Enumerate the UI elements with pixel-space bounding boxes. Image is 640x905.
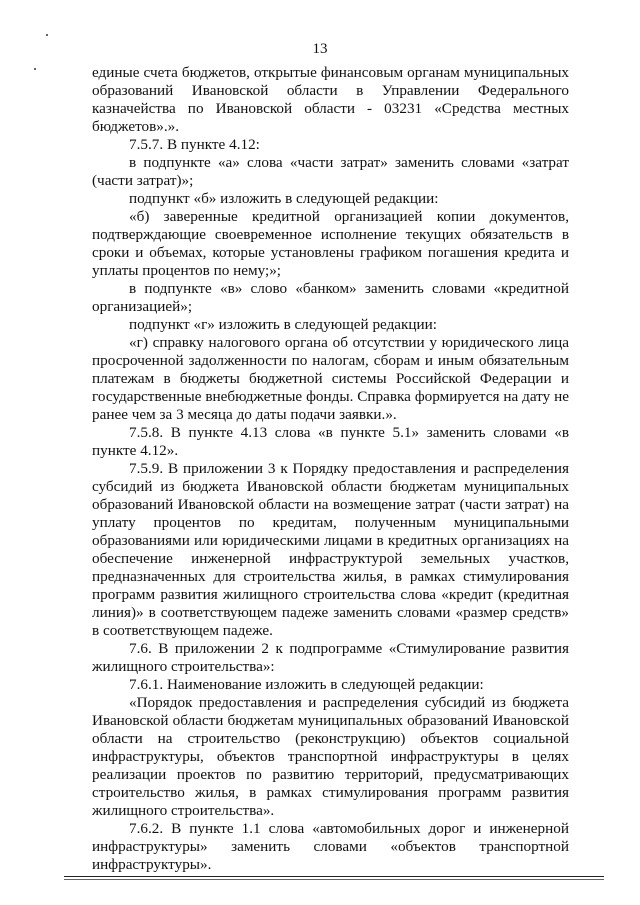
paragraph: 7.6.2. В пункте 1.1 слова «автомобильных дорог и инженерной инфраструктуры» заменить словами «объектов транспортной инфраструктуры». bbox=[92, 820, 569, 873]
paragraph: 7.5.9. В приложении 3 к Порядку предоставления и распределения субсидий из бюджета Ивановской области бюджетам муниципальных образований Ивановской области на возмещение затрат (части затрат) на уплату процентов по кредитам, полученным муниципальными образованиями или юридическими лицами в кредитных организациях на обеспечение инженерной инфраструктурой земельных участков, предназначенных для строительства жилья, в рамках стимулирования программ развития жилищного строительства слова «кредит (кредитная линия)» в соответствующем падеже заменить словами «размер средств» в соответствующем падеже. bbox=[92, 460, 569, 639]
page-number: 13 bbox=[312, 41, 328, 57]
document-body bbox=[92, 64, 569, 874]
paragraph: «б) заверенные кредитной организацией копии документов, подтверждающие своевременное исполнение текущих обязательств в сроки и объемах, которые установлены графиком погашения кредита и уплаты процентов по нему;»; bbox=[92, 208, 569, 279]
scan-speck bbox=[46, 34, 48, 36]
footer-divider bbox=[64, 876, 604, 877]
paragraph: 7.5.8. В пункте 4.13 слова «в пункте 5.1» заменить словами «в пункте 4.12». bbox=[92, 424, 569, 459]
paragraph: подпункт «г» изложить в следующей редакции: bbox=[129, 316, 438, 333]
paragraph: 7.6.1. Наименование изложить в следующей редакции: bbox=[129, 676, 484, 693]
paragraph: в подпункте «а» слова «части затрат» заменить словами «затрат (части затрат)»; bbox=[92, 154, 569, 189]
paragraph: подпункт «б» изложить в следующей редакции: bbox=[129, 190, 439, 207]
paragraph: «г) справку налогового органа об отсутствии у юридического лица просроченной задолженности по налогам, сборам и иным обязательным платежам в бюджеты бюджетной системы Российской Федерации и государственные внебюджетные фонды. Справка формируется на дату не ранее чем за 3 месяца до даты подачи заявки.». bbox=[92, 334, 569, 423]
paragraph: единые счета бюджетов, открытые финансовым органам муниципальных образований Ивановской области в Управлении Федерального казначейства по Ивановской области - 03231 «Средства местных бюджетов».». bbox=[92, 64, 569, 135]
scan-speck bbox=[34, 68, 36, 70]
footer-divider bbox=[64, 879, 604, 880]
paragraph: в подпункте «в» слово «банком» заменить словами «кредитной организацией»; bbox=[92, 280, 569, 315]
paragraph: 7.6. В приложении 2 к подпрограмме «Стимулирование развития жилищного строительства»: bbox=[92, 640, 569, 675]
paragraph: «Порядок предоставления и распределения субсидий из бюджета Ивановской области бюджетам муниципальных образований Ивановской области на строительство (реконструкцию) объектов социальной инфраструктуры, объектов транспортной инфраструктуры в целях реализации проектов по развитию территорий, предусматривающих строительство жилья, в рамках стимулирования программ развития жилищного строительства». bbox=[92, 694, 569, 819]
paragraph: 7.5.7. В пункте 4.12: bbox=[129, 136, 260, 153]
